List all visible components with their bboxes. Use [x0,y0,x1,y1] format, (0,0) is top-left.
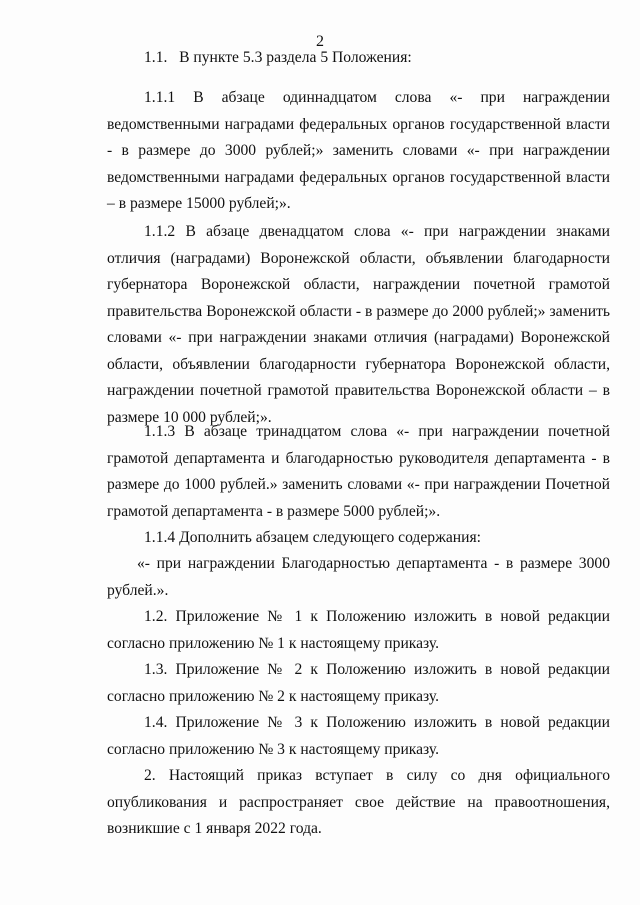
page-number: 2 [316,33,324,50]
paragraph-1-1-2: 1.1.2 В абзаце двенадцатом слова «- при награждении знаками отличия (наградами) Воронежской области, объявлении благодарности губернатора Воронежской области, награждении почетной грамотой правительства Воронежской области - в размере до 2000 рублей;» заменить словами «- при награждении знаками отличия (наградами) Воронежской области, объявлении благодарности губернатора Воронежской области, награждении почетной грамотой правительства Воронежской области – в размере 10 000 рублей;». [107,223,610,426]
paragraph-1-1-3: 1.1.3 В абзаце тринадцатом слова «- при награждении почетной грамотой департамента и благодарностью руководителя департамента - в размере до 1000 рублей.» заменить словами «- при награждении Почетной грамотой департамента - в размере 5000 рублей;». [107,423,610,520]
paragraph-1-4: 1.4. Приложение № 3 к Положению изложить в новой редакции согласно приложению № 3 к настоящему приказу. [107,714,610,758]
paragraph-1-2: 1.2. Приложение № 1 к Положению изложить в новой редакции согласно приложению № 1 к настоящему приказу. [107,608,610,652]
paragraph-1-1: 1.1. В пункте 5.3 раздела 5 Положения: [144,49,412,66]
paragraph-1-3: 1.3. Приложение № 2 к Положению изложить в новой редакции согласно приложению № 2 к настоящему приказу. [107,661,610,705]
paragraph-added-text: «- при награждении Благодарностью департамента - в размере 3000 рублей.». [107,555,610,599]
paragraph-1-1-4: 1.1.4 Дополнить абзацем следующего содержания: [144,529,481,546]
paragraph-1-1-1: 1.1.1 В абзаце одиннадцатом слова «- при награждении ведомственными наградами федеральных органов государственной власти - в размере до 3000 рублей;» заменить словами «- при награждении ведомственными наградами федеральных органов государственной власти – в размере 15000 рублей;». [107,89,610,212]
paragraph-2: 2. Настоящий приказ вступает в силу со дня официального опубликования и распространяет свое действие на правоотношения, возникшие с 1 января 2022 года. [107,767,610,837]
